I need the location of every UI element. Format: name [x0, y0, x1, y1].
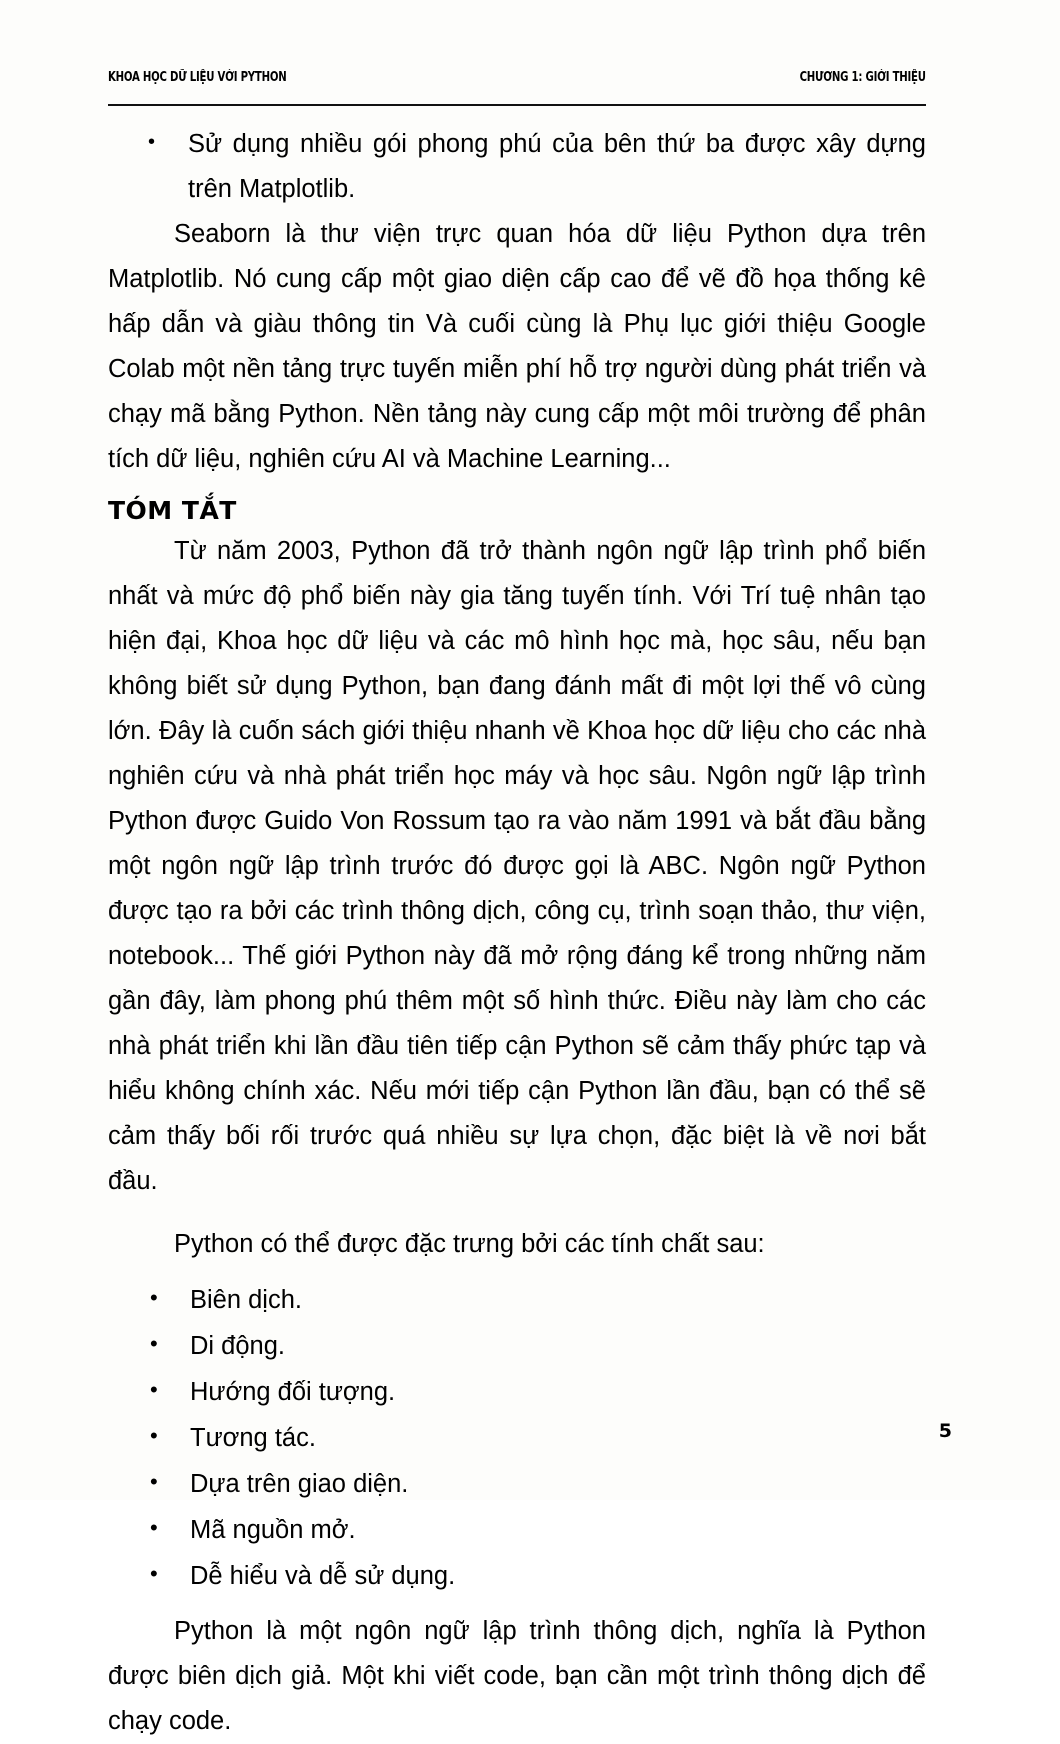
section-heading-summary: TÓM TẮT — [108, 496, 237, 525]
list-item: • Mã nguồn mở. — [108, 1507, 926, 1553]
paragraph-features-intro: Python có thể được đặc trưng bởi các tính chất sau: — [174, 1230, 765, 1258]
list-item: • Hướng đối tượng. — [108, 1369, 926, 1415]
list-item: • Biên dịch. — [108, 1277, 926, 1323]
list-item: • Tương tác. — [108, 1415, 926, 1461]
feature-list — [108, 1277, 926, 1599]
paragraph-summary: Từ năm 2003, Python đã trở thành ngôn ngữ lập trình phổ biến nhất và mức độ phổ biến này gia tăng tuyến tính. Với Trí tuệ nhân tạo hiện đại, Khoa học dữ liệu và các mô hình học mà, học sâu, nếu bạn không biết sử dụng Python, bạn đang đánh mất đi một lợi thế vô cùng lớn. Đây là cuốn sách giới thiệu nhanh về Khoa học dữ liệu cho các nhà nghiên cứu và nhà phát triển học máy và học sâu. Ngôn ngữ lập trình Python được Guido Von Rossum tạo ra vào năm 1991 và bắt đầu bằng một ngôn ngữ lập trình trước đó được gọi là ABC. Ngôn ngữ Python được tạo ra bởi các trình thông dịch, công cụ, trình soạn thảo, thư viện, notebook... Thế giới Python này đã mở rộng đáng kể trong những năm gần đây, làm phong phú thêm một số hình thức. Điều này làm cho các nhà phát triển khi lần đầu tiên tiếp cận Python sẽ cảm thấy phức tạp và hiểu không chính xác. Nếu mới tiếp cận Python lần đầu, bạn có thể sẽ cảm thấy bối rối trước quá nhiều sự lựa chọn, đặc biệt là về nơi bắt đầu. — [108, 537, 926, 1195]
bullet-matplotlib — [108, 122, 926, 212]
paragraph-closing: Python là một ngôn ngữ lập trình thông dịch, nghĩa là Python được biên dịch giả. Một khi viết code, bạn cần một trình thông dịch để chạy code. — [108, 1617, 926, 1735]
bullet-matplotlib-text: Sử dụng nhiều gói phong phú của bên thứ ba được xây dựng trên Matplotlib. — [188, 130, 926, 203]
running-header-left: KHOA HỌC DỮ LIỆU VỚI PYTHON — [108, 70, 287, 85]
page-content — [108, 122, 926, 1744]
running-header — [108, 70, 926, 106]
list-item: • Di động. — [108, 1323, 926, 1369]
paragraph-seaborn: Seaborn là thư viện trực quan hóa dữ liệu Python dựa trên Matplotlib. Nó cung cấp một giao diện cấp cao để vẽ đồ họa thống kê hấp dẫn và giàu thông tin Và cuối cùng là Phụ lục giới thiệu Google Colab một nền tảng trực tuyến miễn phí hỗ trợ người dùng phát triển và chạy mã bằng Python. Nền tảng này cung cấp một môi trường để phân tích dữ liệu, nghiên cứu AI và Machine Learning... — [108, 220, 926, 473]
running-header-right: CHƯƠNG 1: GIỚI THIỆU — [799, 70, 926, 85]
list-item: • Dễ hiểu và dễ sử dụng. — [108, 1553, 926, 1599]
list-item: • Dựa trên giao diện. — [108, 1461, 926, 1507]
page-number: 5 — [938, 1420, 952, 1442]
